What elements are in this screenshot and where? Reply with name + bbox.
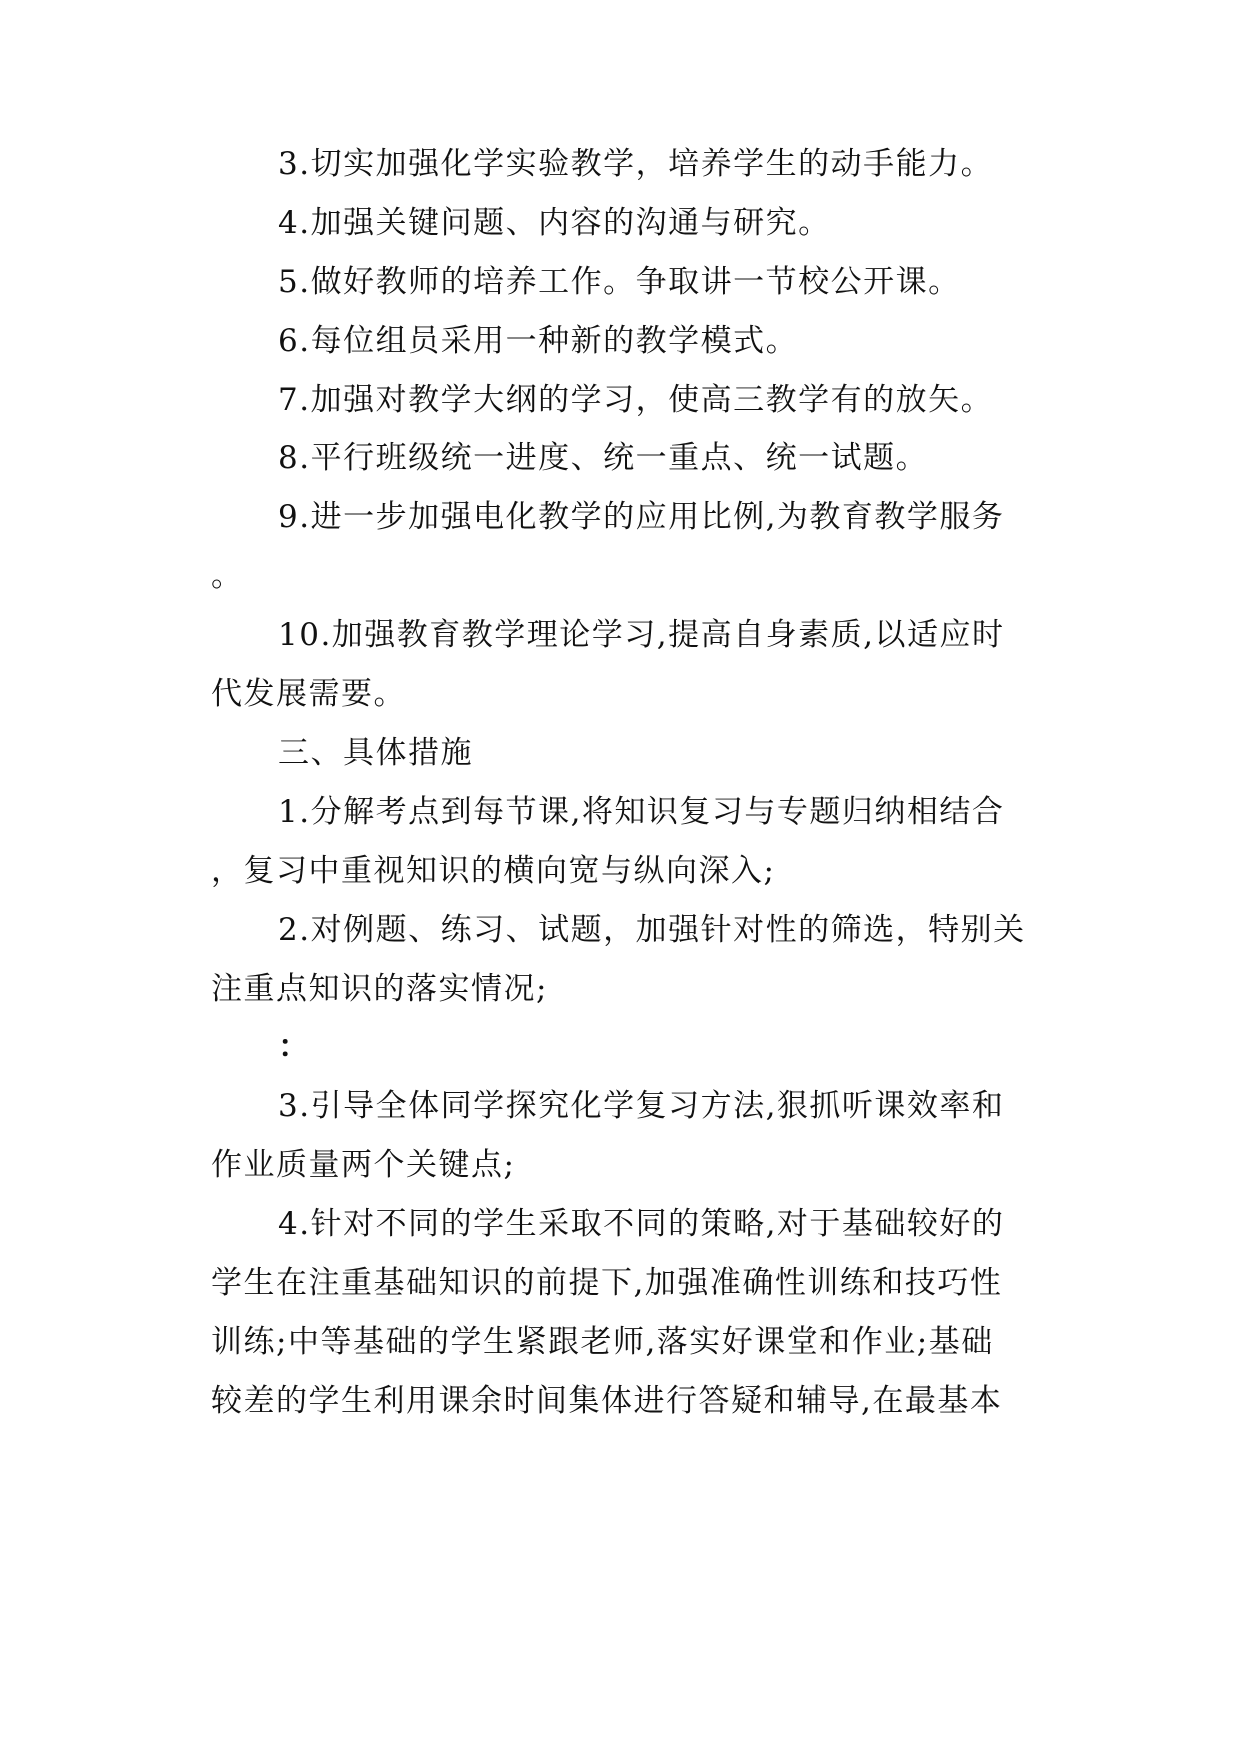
paragraph-item-10-line-1: 10.加强教育教学理论学习,提高自身素质,以适应时 [278, 617, 1005, 653]
paragraph-item-5: 5.做好教师的培养工作。争取讲一节校公开课。 [278, 264, 961, 300]
paragraph-item-3: 3.切实加强化学实验教学，培养学生的动手能力。 [278, 146, 994, 182]
paragraph-item-4: 4.加强关键问题、内容的沟通与研究。 [278, 205, 831, 241]
paragraph-item-8: 8.平行班级统一进度、统一重点、统一试题。 [278, 440, 929, 476]
measure-1-line-2: ，复习中重视知识的横向宽与纵向深入; [211, 853, 776, 889]
measure-2-line-1: 2.对例题、练习、试题，加强针对性的筛选，特别关 [278, 912, 1026, 948]
measure-4-line-2: 学生在注重基础知识的前提下,加强准确性训练和技巧性 [211, 1265, 1003, 1301]
paragraph-item-9-line-2: 。 [211, 558, 244, 594]
measure-2-line-2: 注重点知识的落实情况; [211, 971, 548, 1007]
section-heading: 三、具体措施 [278, 735, 473, 771]
measure-4-line-3: 训练;中等基础的学生紧跟老师,落实好课堂和作业;基础 [211, 1324, 994, 1360]
measure-3-line-2: 作业质量两个关键点; [211, 1147, 516, 1183]
paragraph-item-7: 7.加强对教学大纲的学习，使高三教学有的放矢。 [278, 382, 994, 418]
measure-3-line-1: 3.引导全体同学探究化学复习方法,狠抓听课效率和 [278, 1088, 1005, 1124]
paragraph-item-10-line-2: 代发展需要。 [211, 676, 406, 712]
measure-4-line-4: 较差的学生利用课余时间集体进行答疑和辅导,在最基本 [211, 1383, 1003, 1419]
colon-mark: ： [278, 1029, 311, 1065]
measure-1-line-1: 1.分解考点到每节课,将知识复习与专题归纳相结合 [278, 794, 1005, 830]
measure-4-line-1: 4.针对不同的学生采取不同的策略,对于基础较好的 [278, 1206, 1005, 1242]
paragraph-item-9-line-1: 9.进一步加强电化教学的应用比例,为教育教学服务 [278, 499, 1005, 535]
paragraph-item-6: 6.每位组员采用一种新的教学模式。 [278, 323, 799, 359]
